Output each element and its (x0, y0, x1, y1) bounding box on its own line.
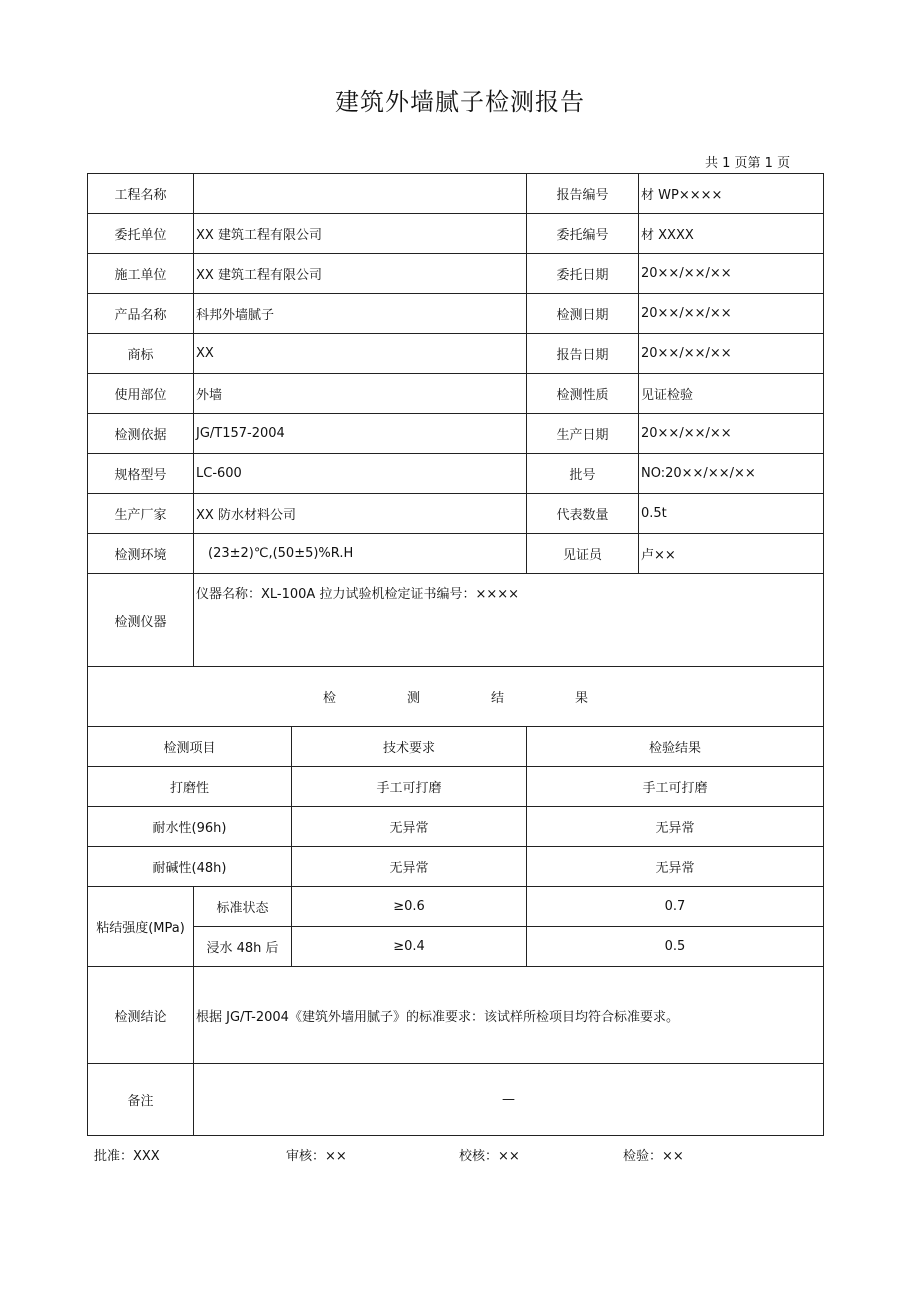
info-label: 检测性质 (527, 374, 639, 414)
results-header-result: 检验结果 (527, 727, 824, 767)
info-row (88, 534, 824, 574)
info-value: 0.5t (639, 494, 824, 534)
info-label: 产品名称 (88, 294, 194, 334)
results-heading-char: 果 (574, 691, 588, 706)
info-value: XX 防水材料公司 (194, 494, 527, 534)
results-heading-char: 测 (406, 691, 420, 706)
info-value: 外墙 (194, 374, 527, 414)
result-requirement: 无异常 (292, 807, 527, 847)
result-item: 耐水性(96h) (88, 807, 292, 847)
info-label: 商标 (88, 334, 194, 374)
instrument-value: 仪器名称：XL-100A 拉力试验机检定证书编号：×××× (194, 574, 824, 667)
bond-result: 0.7 (527, 887, 824, 927)
info-label: 批号 (527, 454, 639, 494)
result-requirement: 手工可打磨 (292, 767, 527, 807)
bond-requirement: ≥0.6 (292, 887, 527, 927)
report-title: 建筑外墙腻子检测报告 (335, 88, 585, 116)
result-value: 无异常 (527, 807, 824, 847)
results-header-requirement: 技术要求 (292, 727, 527, 767)
page-info: 共 1 页第 1 页 (705, 156, 791, 171)
result-value: 无异常 (527, 847, 824, 887)
info-row (88, 254, 824, 294)
info-value: 材 XXXX (639, 214, 824, 254)
info-value: 见证检验 (639, 374, 824, 414)
info-label: 使用部位 (88, 374, 194, 414)
info-label: 委托编号 (527, 214, 639, 254)
info-row (88, 174, 824, 214)
info-label: 检测环境 (88, 534, 194, 574)
check-signature: 校核：×× (459, 1149, 520, 1164)
remarks-row (88, 1064, 824, 1136)
bond-label: 粘结强度(MPa) (88, 887, 194, 967)
info-value: 20××/××/×× (639, 294, 824, 334)
info-label: 报告日期 (527, 334, 639, 374)
info-label: 施工单位 (88, 254, 194, 294)
info-label: 检测日期 (527, 294, 639, 334)
info-label: 生产厂家 (88, 494, 194, 534)
result-value: 手工可打磨 (527, 767, 824, 807)
info-value: 材 WP×××× (639, 174, 824, 214)
info-value: 20××/××/×× (639, 414, 824, 454)
bond-requirement: ≥0.4 (292, 927, 527, 967)
approve-signature: 批准：XXX (94, 1149, 160, 1164)
info-row (88, 494, 824, 534)
info-label: 工程名称 (88, 174, 194, 214)
info-label: 检测依据 (88, 414, 194, 454)
inspect-signature: 检验：×× (623, 1149, 684, 1164)
result-item: 耐碱性(48h) (88, 847, 292, 887)
info-value: JG/T157-2004 (194, 414, 527, 454)
info-value: 卢×× (639, 534, 824, 574)
info-value: NO:20××/××/×× (639, 454, 824, 494)
results-heading-char: 结 (490, 691, 504, 706)
result-item: 打磨性 (88, 767, 292, 807)
results-header-item: 检测项目 (88, 727, 292, 767)
info-label: 委托日期 (527, 254, 639, 294)
conclusion-row (88, 967, 824, 1064)
info-row (88, 454, 824, 494)
info-label: 代表数量 (527, 494, 639, 534)
conclusion-value: 根据 JG/T-2004《建筑外墙用腻子》的标准要求：该试样所检项目均符合标准要求。 (194, 967, 824, 1064)
info-label: 见证员 (527, 534, 639, 574)
info-value: 20××/××/×× (639, 254, 824, 294)
instrument-label: 检测仪器 (88, 574, 194, 667)
info-value: 20××/××/×× (639, 334, 824, 374)
result-requirement: 无异常 (292, 847, 527, 887)
info-row (88, 414, 824, 454)
conclusion-label: 检测结论 (88, 967, 194, 1064)
report-table (87, 173, 824, 1136)
info-label: 报告编号 (527, 174, 639, 214)
results-heading-row (88, 667, 824, 727)
info-row (88, 374, 824, 414)
info-row (88, 294, 824, 334)
info-value: (23±2)℃,(50±5)%R.H (194, 534, 527, 574)
info-value: XX 建筑工程有限公司 (194, 254, 527, 294)
bond-row (88, 887, 824, 927)
results-header-row (88, 727, 824, 767)
bond-row (88, 927, 824, 967)
info-value: 科邦外墙腻子 (194, 294, 527, 334)
bond-result: 0.5 (527, 927, 824, 967)
remarks-label: 备注 (88, 1064, 194, 1136)
info-value: LC-600 (194, 454, 527, 494)
results-heading (88, 667, 824, 727)
info-value: XX 建筑工程有限公司 (194, 214, 527, 254)
review-signature: 审核：×× (286, 1149, 347, 1164)
result-row (88, 807, 824, 847)
remarks-value: — (194, 1064, 824, 1136)
info-label: 生产日期 (527, 414, 639, 454)
result-row (88, 767, 824, 807)
results-heading-char: 检 (322, 691, 336, 706)
info-row (88, 334, 824, 374)
instrument-row (88, 574, 824, 667)
info-label: 规格型号 (88, 454, 194, 494)
info-row (88, 214, 824, 254)
bond-sub: 标准状态 (194, 887, 292, 927)
info-value (194, 174, 527, 214)
result-row (88, 847, 824, 887)
info-value: XX (194, 334, 527, 374)
bond-sub: 浸水 48h 后 (194, 927, 292, 967)
info-label: 委托单位 (88, 214, 194, 254)
